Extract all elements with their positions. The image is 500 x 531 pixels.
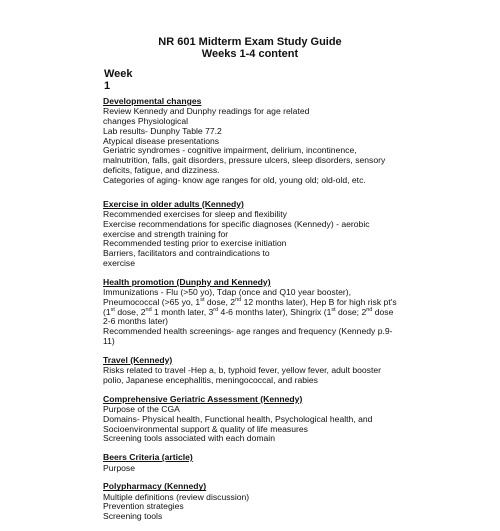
section-heading: Health promotion (Dunphy and Kennedy)	[103, 276, 271, 287]
section-heading: Travel (Kennedy)	[103, 354, 173, 365]
list-item: Recommended testing prior to exercise initiation	[103, 238, 287, 249]
title-line-1: NR 601 Midterm Exam Study Guide	[158, 36, 342, 48]
superscript: st	[200, 296, 205, 303]
document-title	[0, 36, 500, 60]
list-item: Domains- Physical health, Functional health, Psychological health, and Socioenvironmental support & quality of life measures	[103, 413, 373, 434]
section-developmental-changes	[103, 97, 403, 186]
section-heading: Beers Criteria (article)	[103, 452, 193, 463]
superscript: nd	[145, 306, 152, 313]
list-item: Purpose	[103, 462, 136, 473]
list-item: Categories of aging- know age ranges for old, young old; old-old, etc.	[103, 174, 366, 185]
section-heading: Polypharmacy (Kennedy)	[103, 481, 207, 492]
list-item: Screening tools associated with each domain	[103, 433, 275, 444]
immunizations-part: 4-6 months later), Shingrix (1	[218, 306, 332, 317]
immunizations-text	[103, 288, 403, 327]
list-item: Exercise recommendations for specific diagnoses (Kennedy) - aerobic exercise and strength training for	[103, 218, 370, 239]
immunizations-part: dose 2-6 months later)	[103, 306, 394, 327]
week-label: Week 1	[104, 68, 133, 92]
immunizations-part: dose, 2	[204, 296, 236, 307]
list-item: Purpose of the CGA	[103, 404, 180, 415]
section-heading: Exercise in older adults (Kennedy)	[103, 198, 244, 209]
title-line-2: Weeks 1-4 content	[201, 48, 299, 60]
superscript: rd	[213, 306, 219, 313]
list-item: Risks related to travel -Hep a, b, typhoid fever, yellow fever, adult booster polio, Japanese encephalitis, meningococcal, and rabies	[103, 365, 382, 385]
section-exercise	[103, 200, 403, 269]
superscript: st	[331, 306, 336, 313]
immunizations-part: 12 months later), Hep B for high risk pt's (1	[103, 296, 397, 317]
section-health-promotion	[103, 278, 403, 347]
list-item: Multiple definitions (review discussion)	[103, 491, 250, 502]
superscript: nd	[235, 296, 242, 303]
superscript: nd	[366, 306, 373, 313]
list-item: changes Physiological	[103, 116, 189, 127]
list-item: Lab results- Dunphy Table 77.2	[103, 125, 222, 136]
study-guide-content	[103, 97, 403, 531]
immunizations-part: dose, 2	[114, 306, 146, 317]
immunizations-part: 1 month later, 3	[151, 306, 214, 317]
immunizations-part: dose; 2	[335, 306, 367, 317]
section-heading: Developmental changes	[103, 96, 202, 106]
section-travel	[103, 356, 403, 386]
list-item: Review Kennedy and Dunphy readings for age related	[103, 106, 310, 117]
list-item: Screening tools	[103, 511, 163, 522]
list-item: Recommended health screenings- age ranges and frequency (Kennedy p.9-11)	[103, 326, 393, 347]
immunizations-part: Immunizations - Flu (>50 yo), Tdap (once and Q10 year booster), Pneumococcal (>65 yo, 1	[103, 287, 351, 307]
list-item: Recommended exercises for sleep and flexibility	[103, 208, 287, 219]
list-item: Atypical disease presentations	[103, 135, 220, 146]
section-heading: Comprehensive Geriatric Assessment (Kennedy)	[103, 393, 303, 404]
list-item: Prevention strategies	[103, 501, 184, 512]
section-polypharmacy	[103, 482, 403, 522]
list-item: Geriatric syndromes - cognitive impairment, delirium, incontinence, malnutrition, falls, gait disorders, pressure ulcers, sleep disorders, sensory deficits, fatigue, and dizziness.	[103, 145, 386, 176]
list-item: Barriers, facilitators and contraindications to	[103, 248, 270, 259]
list-item: exercise	[103, 257, 135, 268]
section-cga	[103, 395, 403, 444]
section-beers-criteria	[103, 453, 403, 473]
superscript: st	[110, 306, 115, 313]
